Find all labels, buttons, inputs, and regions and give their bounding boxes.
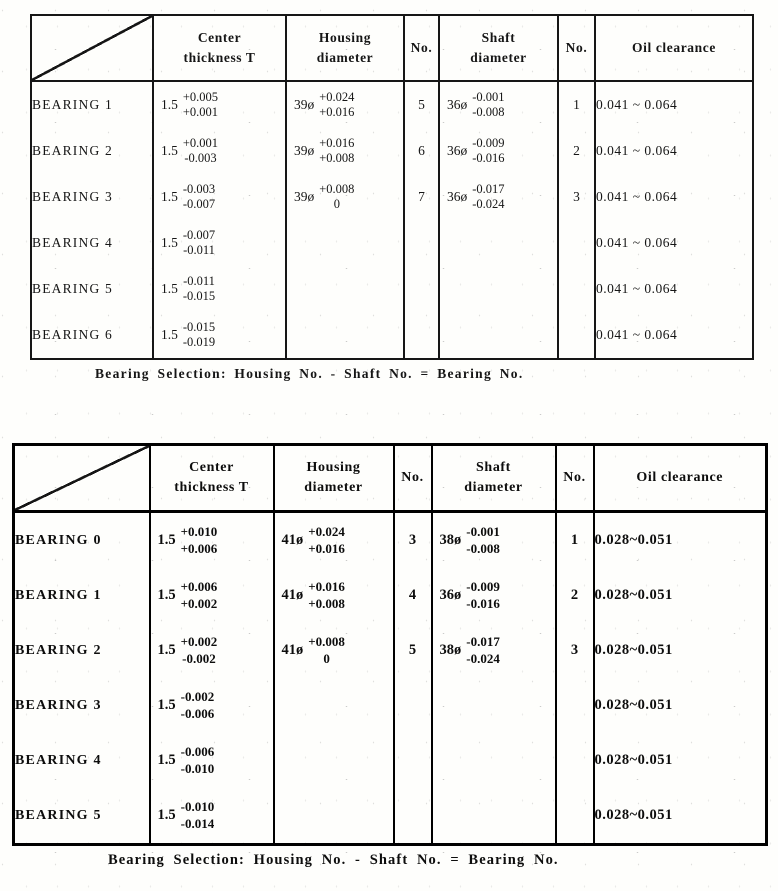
housing-diameter-cell [286,312,404,359]
shaft-no-cell [558,220,595,266]
housing-no-cell: 5 [394,623,432,678]
base-value: 39ø [294,97,315,112]
oil-clearance-cell: 0.028~0.051 [594,678,767,733]
tolerance-group [154,182,285,212]
col-header-housing-diameter: Housing diameter [286,15,404,81]
tolerance-group [151,799,273,833]
tolerance-stack [181,579,218,613]
tolerance-stack [181,634,218,668]
base-value: 36ø [447,97,468,112]
table-row [31,266,753,312]
tolerance-upper: +0.016 [319,136,355,150]
tolerance-lower: +0.001 [182,105,219,119]
base-value: 1.5 [161,327,178,342]
col-header-oil-clearance: Oil clearance [594,445,767,512]
center-thickness-cell [150,623,274,678]
oil-clearance-cell: 0.041 ~ 0.064 [595,220,753,266]
base-value: 1.5 [157,752,176,768]
tolerance-upper: -0.015 [182,320,216,334]
tolerance-upper: -0.001 [466,523,500,539]
tolerance-stack [183,320,215,350]
tolerance-group [433,579,555,613]
tolerance-group [151,524,273,558]
tolerance-lower: -0.002 [182,650,216,666]
tolerance-lower: +0.006 [180,540,218,556]
housing-no-cell: 7 [404,174,439,220]
housing-diameter-cell [274,512,394,569]
bearing-name-cell: BEARING 4 [14,733,150,788]
corner-diagonal-cell [14,445,150,512]
tolerance-lower: -0.010 [180,760,215,776]
housing-diameter-cell [274,568,394,623]
tolerance-upper: -0.017 [472,182,505,196]
shaft-no-cell [558,312,595,359]
oil-clearance-cell: 0.028~0.051 [594,568,767,623]
housing-diameter-cell [286,174,404,220]
oil-clearance-cell: 0.041 ~ 0.064 [595,312,753,359]
bearing-selection-note-bottom: Bearing Selection: Housing No. - Shaft No. = Bearing No. [108,852,559,868]
tolerance-stack [472,90,504,120]
tolerance-group [154,320,285,350]
base-value: 1.5 [157,532,176,548]
tolerance-upper: +0.005 [182,90,219,104]
tolerance-stack [181,689,215,723]
housing-diameter-cell [286,81,404,128]
col-header-shaft-diameter: Shaft diameter [432,445,556,512]
oil-clearance-cell: 0.041 ~ 0.064 [595,266,753,312]
tolerance-upper: -0.001 [472,90,505,104]
center-thickness-cell [153,81,286,128]
shaft-no-cell [556,733,594,788]
table-row [31,81,753,128]
tolerance-stack [472,182,504,212]
tolerance-group [440,90,557,120]
housing-no-cell: 5 [404,81,439,128]
corner-diagonal-cell [31,15,153,81]
tolerance-lower: +0.008 [308,595,345,611]
table-row [14,512,767,569]
oil-clearance-cell: 0.041 ~ 0.064 [595,81,753,128]
tolerance-lower: +0.002 [180,595,218,611]
shaft-diameter-cell [439,174,558,220]
tolerance-stack [183,90,218,120]
tolerance-upper: -0.009 [466,578,500,594]
tolerance-group [433,524,555,558]
tolerance-upper: +0.024 [308,523,345,539]
tolerance-group [275,524,393,558]
tolerance-stack [181,524,218,558]
tolerance-lower: -0.014 [180,815,215,831]
center-thickness-cell [150,512,274,569]
tolerance-upper: +0.024 [319,90,355,104]
tolerance-lower: +0.016 [319,105,355,119]
housing-diameter-cell [286,220,404,266]
tolerance-lower: 0 [333,197,340,211]
base-value: 1.5 [161,143,178,158]
base-value: 1.5 [161,189,178,204]
diagonal-line [32,16,152,80]
housing-no-cell [404,312,439,359]
base-value: 1.5 [161,97,178,112]
tolerance-lower: -0.007 [182,197,216,211]
col-header-shaft-no: No. [556,445,594,512]
housing-diameter-cell [274,623,394,678]
base-value: 41ø [281,642,304,658]
tolerance-upper: -0.003 [182,182,216,196]
housing-no-cell [404,220,439,266]
shaft-diameter-cell [432,512,556,569]
bearing-name-cell: BEARING 5 [31,266,153,312]
shaft-no-cell: 2 [558,128,595,174]
base-value: 1.5 [161,235,178,250]
bearing-name-cell: BEARING 0 [14,512,150,569]
col-header-housing-no: No. [404,15,439,81]
tolerance-group [151,744,273,778]
header-row [14,445,767,512]
bearing-name-cell: BEARING 2 [14,623,150,678]
table-row [14,788,767,845]
tolerance-group [154,136,285,166]
base-value: 41ø [281,587,304,603]
shaft-diameter-cell [432,788,556,845]
tolerance-group [154,228,285,258]
tolerance-stack [319,182,354,212]
table-row [31,312,753,359]
housing-no-cell [394,678,432,733]
housing-no-cell [404,266,439,312]
bearing-table-top [30,14,754,360]
tolerance-group [433,634,555,668]
oil-clearance-cell: 0.028~0.051 [594,788,767,845]
tolerance-lower: -0.024 [466,650,500,666]
tolerance-stack [466,524,500,558]
housing-diameter-cell [274,788,394,845]
shaft-no-cell: 3 [558,174,595,220]
center-thickness-cell [150,568,274,623]
center-thickness-cell [153,220,286,266]
tolerance-group [154,274,285,304]
tolerance-lower: 0 [323,650,330,666]
bearing-name-cell: BEARING 5 [14,788,150,845]
tolerance-group [287,90,403,120]
base-value: 36ø [447,143,468,158]
shaft-diameter-cell [439,266,558,312]
col-header-center-thickness: Center thickness T [150,445,274,512]
oil-clearance-cell: 0.041 ~ 0.064 [595,174,753,220]
tolerance-lower: -0.019 [182,335,216,349]
table-body [14,512,767,845]
base-value: 36ø [447,189,468,204]
base-value: 39ø [294,143,315,158]
tolerance-lower: -0.008 [472,105,505,119]
tolerance-upper: +0.002 [180,633,218,649]
tolerance-upper: +0.006 [180,578,218,594]
shaft-no-cell: 3 [556,623,594,678]
shaft-diameter-cell [439,312,558,359]
tolerance-group [275,634,393,668]
bearing-name-cell: BEARING 1 [31,81,153,128]
base-value: 1.5 [157,642,176,658]
tolerance-upper: -0.010 [180,798,215,814]
table-row [31,220,753,266]
tolerance-group [151,579,273,613]
oil-clearance-cell: 0.041 ~ 0.064 [595,128,753,174]
shaft-diameter-cell [432,678,556,733]
bearing-table-bottom [12,443,768,846]
tolerance-lower: -0.011 [183,243,215,257]
tolerance-upper: -0.011 [183,274,215,288]
tolerance-lower: -0.016 [472,151,505,165]
center-thickness-cell [150,733,274,788]
oil-clearance-cell: 0.028~0.051 [594,512,767,569]
tolerance-stack [181,799,215,833]
shaft-diameter-cell [439,220,558,266]
bearing-name-cell: BEARING 3 [14,678,150,733]
base-value: 38ø [439,642,462,658]
tolerance-group [287,182,403,212]
base-value: 41ø [281,532,304,548]
shaft-no-cell: 1 [558,81,595,128]
shaft-no-cell: 2 [556,568,594,623]
tolerance-upper: -0.006 [180,743,215,759]
housing-no-cell: 6 [404,128,439,174]
tolerance-group [440,182,557,212]
tolerance-stack [308,579,345,613]
shaft-diameter-cell [439,128,558,174]
tolerance-lower: +0.008 [319,151,355,165]
bearing-selection-note-top: Bearing Selection: Housing No. - Shaft No. = Bearing No. [95,366,524,381]
shaft-no-cell [558,266,595,312]
tolerance-upper: +0.016 [308,578,345,594]
base-value: 39ø [294,189,315,204]
tolerance-upper: -0.002 [180,688,215,704]
housing-diameter-cell [286,128,404,174]
tolerance-upper: -0.009 [472,136,505,150]
oil-clearance-cell: 0.028~0.051 [594,623,767,678]
tolerance-upper: +0.008 [319,182,355,196]
col-header-shaft-no: No. [558,15,595,81]
tolerance-stack [183,274,215,304]
base-value: 1.5 [157,807,176,823]
housing-diameter-cell [286,266,404,312]
housing-no-cell [394,733,432,788]
diagonal-line [15,446,149,510]
tolerance-stack [466,634,500,668]
tolerance-upper: -0.017 [466,633,500,649]
tolerance-lower: -0.003 [184,151,217,165]
tolerance-stack [472,136,504,166]
center-thickness-cell [153,266,286,312]
bearing-name-cell: BEARING 3 [31,174,153,220]
tolerance-stack [183,136,218,166]
tolerance-upper: +0.008 [308,633,345,649]
tolerance-stack [319,90,354,120]
oil-clearance-cell: 0.028~0.051 [594,733,767,788]
shaft-diameter-cell [432,733,556,788]
tolerance-lower: -0.024 [472,197,505,211]
col-header-oil-clearance: Oil clearance [595,15,753,81]
header-row [31,15,753,81]
tolerance-stack [183,182,215,212]
tolerance-stack [181,744,215,778]
shaft-no-cell [556,678,594,733]
table-row [14,678,767,733]
center-thickness-cell [150,678,274,733]
base-value: 1.5 [161,281,178,296]
center-thickness-cell [153,174,286,220]
tolerance-stack [466,579,500,613]
tolerance-stack [308,524,345,558]
tolerance-lower: -0.008 [466,540,500,556]
base-value: 1.5 [157,697,176,713]
table-body [31,81,753,359]
col-header-housing-diameter: Housing diameter [274,445,394,512]
table-row [14,623,767,678]
bearing-name-cell: BEARING 1 [14,568,150,623]
bearing-name-cell: BEARING 6 [31,312,153,359]
center-thickness-cell [153,128,286,174]
shaft-diameter-cell [439,81,558,128]
tolerance-stack [319,136,354,166]
tolerance-upper: +0.001 [182,136,219,150]
housing-no-cell [394,788,432,845]
bearing-name-cell: BEARING 4 [31,220,153,266]
table-row [14,733,767,788]
tolerance-lower: -0.015 [182,289,216,303]
base-value: 36ø [439,587,462,603]
center-thickness-cell [150,788,274,845]
housing-no-cell: 3 [394,512,432,569]
tolerance-lower: -0.016 [466,595,500,611]
col-header-housing-no: No. [394,445,432,512]
col-header-center-thickness: Center thickness T [153,15,286,81]
table-row [31,128,753,174]
tolerance-group [154,90,285,120]
base-value: 38ø [439,532,462,548]
tolerance-upper: +0.010 [180,523,218,539]
shaft-no-cell [556,788,594,845]
tolerance-upper: -0.007 [182,228,216,242]
tolerance-group [287,136,403,166]
table-row [31,174,753,220]
tolerance-lower: -0.006 [180,705,215,721]
tolerance-group [275,579,393,613]
housing-no-cell: 4 [394,568,432,623]
tolerance-group [151,689,273,723]
col-header-shaft-diameter: Shaft diameter [439,15,558,81]
tolerance-stack [183,228,215,258]
bearing-name-cell: BEARING 2 [31,128,153,174]
tolerance-lower: +0.016 [308,540,345,556]
tolerance-stack [308,634,345,668]
table-row [14,568,767,623]
housing-diameter-cell [274,733,394,788]
shaft-diameter-cell [432,568,556,623]
base-value: 1.5 [157,587,176,603]
shaft-diameter-cell [432,623,556,678]
tolerance-group [151,634,273,668]
tolerance-group [440,136,557,166]
housing-diameter-cell [274,678,394,733]
center-thickness-cell [153,312,286,359]
shaft-no-cell: 1 [556,512,594,569]
